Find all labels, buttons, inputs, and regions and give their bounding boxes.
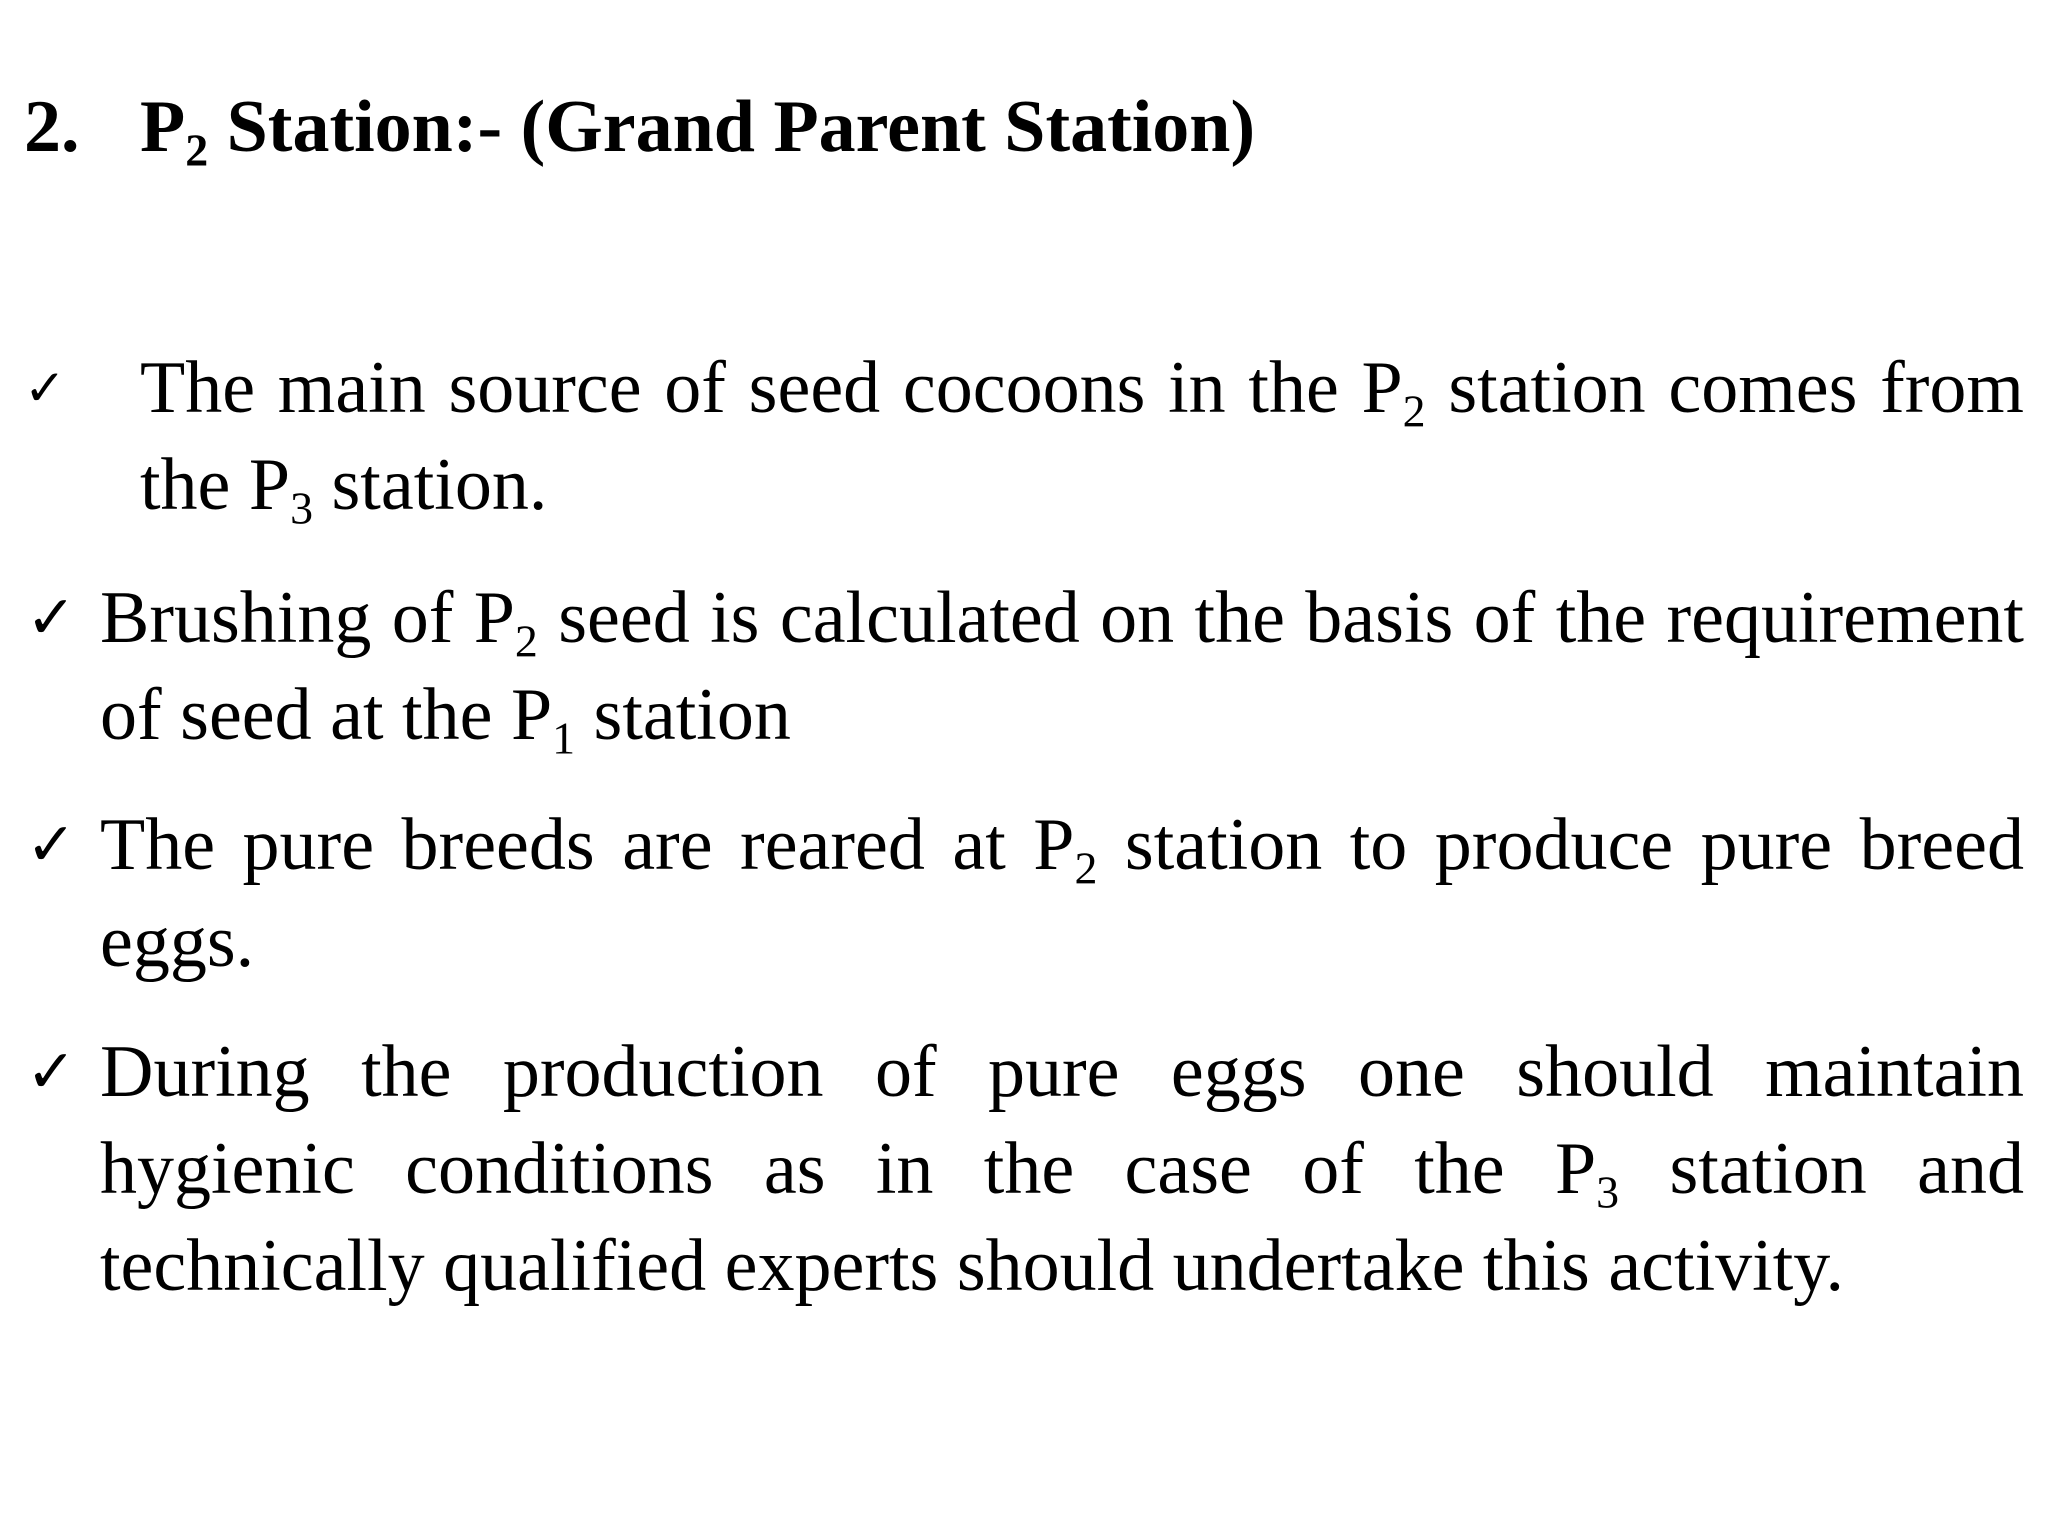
- bullet-text-segment: station.: [313, 444, 548, 526]
- bullet-text-segment: station and technically qualified experts should undertake this activity.: [100, 1128, 2024, 1307]
- bullet-text-segment: seed is calculated on the basis of the requirement of seed at the P: [100, 577, 2024, 756]
- checkmark-icon: ✓: [26, 583, 77, 653]
- checkmark-icon: ✓: [26, 1037, 77, 1107]
- subscript: 1: [552, 712, 576, 764]
- heading-text-rest: Station:- (Grand Parent Station): [208, 86, 1256, 168]
- bullet-text-3: [100, 797, 2024, 991]
- bullet-text-segment: The pure breeds are reared at P: [100, 804, 1075, 886]
- bullet-text-segment: The main source of seed cocoons in the P: [140, 347, 1403, 429]
- bullet-text-4: [100, 1024, 2024, 1315]
- bullet-text-segment: station: [575, 674, 791, 756]
- subscript: 3: [290, 482, 313, 534]
- slide-heading: [24, 82, 1256, 176]
- bullet-text-segment: station comes from the P: [140, 347, 2024, 526]
- heading-subscript: 2: [185, 124, 209, 176]
- bullet-text-segment: station to produce pure breed eggs.: [100, 804, 2024, 983]
- heading-text-p: P: [140, 86, 186, 168]
- bullet-text-1: [140, 340, 2024, 534]
- bullet-text-segment: Brushing of P: [100, 577, 515, 659]
- heading-number: 2.: [24, 86, 80, 168]
- subscript: 2: [514, 615, 538, 667]
- checkmark-icon: ✓: [24, 359, 66, 417]
- subscript: 2: [1074, 842, 1098, 894]
- checkmark-icon: ✓: [26, 810, 77, 880]
- subscript: 2: [1402, 385, 1426, 437]
- subscript: 3: [1596, 1166, 1620, 1218]
- bullet-text-2: [100, 570, 2024, 764]
- bullet-text-segment: During the production of pure eggs one should maintain hygienic conditions as in the case of the P: [100, 1031, 2024, 1210]
